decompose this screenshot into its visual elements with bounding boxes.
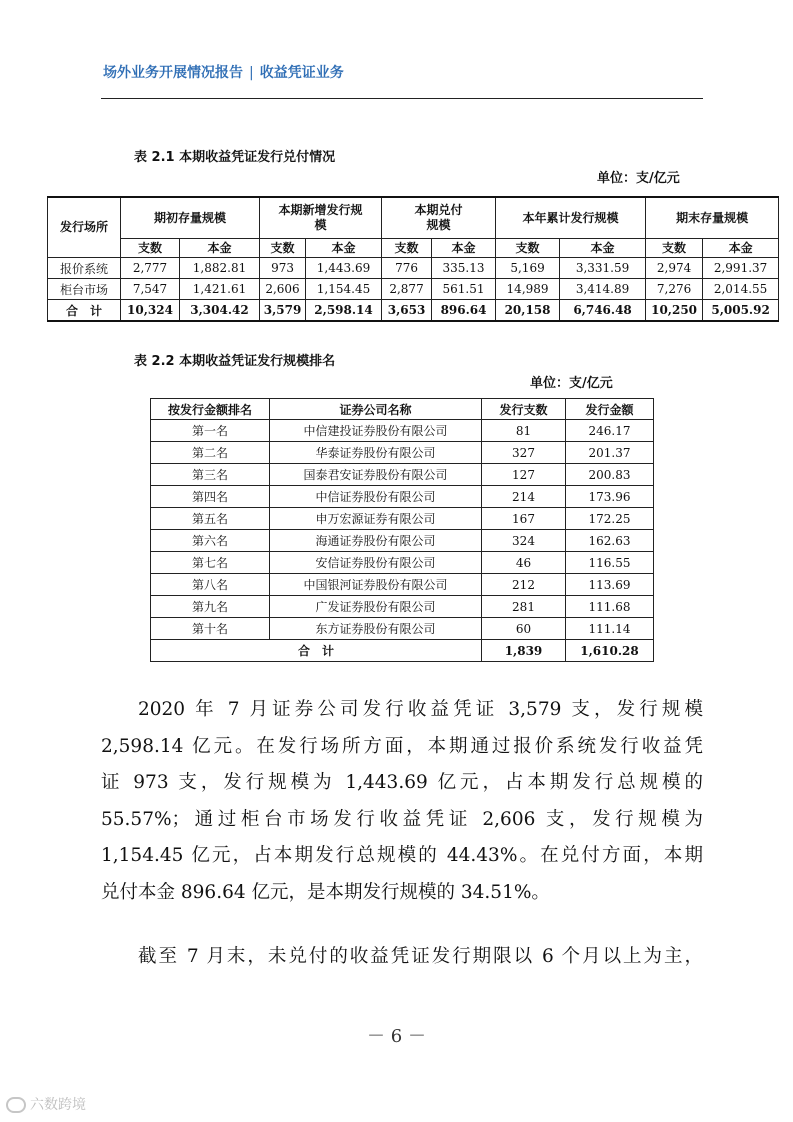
watermark-logo-icon: [6, 1097, 26, 1113]
amount-cell: 111.68: [566, 596, 654, 618]
value-cell: 6,746.48: [560, 300, 646, 322]
text-line: 证 973 支，发行规模为 1,443.69 亿元，占本期发行总规模的: [101, 772, 703, 793]
table-row: [151, 574, 654, 596]
value-cell: 5,005.92: [703, 300, 779, 322]
text-line: 1,154.45 亿元，占本期发行总规模的 44.43%。在兑付方面，本期: [101, 845, 703, 866]
table-row: [151, 486, 654, 508]
value-cell: 561.51: [432, 279, 496, 300]
table-row: [151, 508, 654, 530]
rank-cell: 第四名: [151, 486, 270, 508]
total-row: [48, 300, 779, 322]
company-cell: 国泰君安证券股份有限公司: [270, 464, 482, 486]
value-cell: 3,653: [382, 300, 432, 322]
count-cell: 324: [482, 530, 566, 552]
sub-header-principal: 本金: [180, 239, 260, 258]
value-cell: 973: [260, 258, 306, 279]
rank-cell: 第五名: [151, 508, 270, 530]
total-label: 合 计: [151, 640, 482, 662]
text-line: 55.57%；通过柜台市场发行收益凭证 2,606 支，发行规模为: [101, 808, 703, 830]
count-cell: 46: [482, 552, 566, 574]
company-cell: 中信建投证券股份有限公司: [270, 420, 482, 442]
table-row: [151, 442, 654, 464]
value-cell: 776: [382, 258, 432, 279]
rank-cell: 第六名: [151, 530, 270, 552]
table-row: [151, 530, 654, 552]
amount-cell: 172.25: [566, 508, 654, 530]
sub-header-principal: 本金: [703, 239, 779, 258]
table1-caption: 表 2.1 本期收益凭证发行兑付情况: [134, 150, 336, 165]
count-cell: 214: [482, 486, 566, 508]
group-header-closing: 期末存量规模: [646, 197, 779, 239]
value-cell: 7,276: [646, 279, 703, 300]
amount-cell: 246.17: [566, 420, 654, 442]
table1-unit: 单位：支/亿元: [597, 171, 680, 186]
value-cell: 2,777: [121, 258, 180, 279]
col-rank-header: 按发行金额排名: [151, 399, 270, 420]
total-label: 合 计: [48, 300, 121, 322]
amount-cell: 111.14: [566, 618, 654, 640]
group-header-new-issuance: 本期新增发行规模: [260, 197, 382, 239]
sub-header-count: 支数: [121, 239, 180, 258]
value-cell: 335.13: [432, 258, 496, 279]
count-cell: 60: [482, 618, 566, 640]
total-count: 1,839: [482, 640, 566, 662]
col-count-header: 发行支数: [482, 399, 566, 420]
count-cell: 167: [482, 508, 566, 530]
value-cell: 1,421.61: [180, 279, 260, 300]
count-cell: 212: [482, 574, 566, 596]
sub-header-count: 支数: [646, 239, 703, 258]
rank-cell: 第二名: [151, 442, 270, 464]
value-cell: 10,324: [121, 300, 180, 322]
sub-header-principal: 本金: [432, 239, 496, 258]
table-row: [48, 258, 779, 279]
company-cell: 中国银河证券股份有限公司: [270, 574, 482, 596]
issuance-redemption-table: [47, 196, 779, 322]
group-header-opening: 期初存量规模: [121, 197, 260, 239]
group-header-redemption: 本期兑付规模: [382, 197, 496, 239]
value-cell: 3,331.59: [560, 258, 646, 279]
company-cell: 申万宏源证券有限公司: [270, 508, 482, 530]
rank-cell: 第十名: [151, 618, 270, 640]
company-cell: 广发证券股份有限公司: [270, 596, 482, 618]
header-title: [103, 62, 344, 82]
value-cell: 7,547: [121, 279, 180, 300]
value-cell: 2,606: [260, 279, 306, 300]
value-cell: 2,014.55: [703, 279, 779, 300]
table-row: [151, 596, 654, 618]
table2-caption: 表 2.2 本期收益凭证发行规模排名: [134, 354, 336, 369]
rank-cell: 第七名: [151, 552, 270, 574]
table-row: [151, 618, 654, 640]
sub-header-count: 支数: [260, 239, 306, 258]
sub-header-count: 支数: [382, 239, 432, 258]
rank-cell: 第一名: [151, 420, 270, 442]
page-number: － 6 －: [367, 1026, 426, 1047]
header-report-name: 场外业务开展情况报告: [103, 65, 243, 81]
rank-cell: 第三名: [151, 464, 270, 486]
amount-cell: 201.37: [566, 442, 654, 464]
value-cell: 1,882.81: [180, 258, 260, 279]
company-cell: 中信证券股份有限公司: [270, 486, 482, 508]
text-line: 2,598.14 亿元。在发行场所方面，本期通过报价系统发行收益凭: [101, 735, 703, 757]
value-cell: 14,989: [496, 279, 560, 300]
col-venue-header: 发行场所: [48, 197, 121, 258]
watermark-text: 六数跨境: [30, 1097, 86, 1113]
count-cell: 281: [482, 596, 566, 618]
header-section-name: 收益凭证业务: [259, 65, 344, 81]
sub-header-count: 支数: [496, 239, 560, 258]
body-paragraph-1: [101, 692, 703, 911]
company-cell: 华泰证券股份有限公司: [270, 442, 482, 464]
amount-cell: 173.96: [566, 486, 654, 508]
sub-header-principal: 本金: [560, 239, 646, 258]
amount-cell: 162.63: [566, 530, 654, 552]
venue-cell: 柜台市场: [48, 279, 121, 300]
group-header-ytd-issuance: 本年累计发行规模: [496, 197, 646, 239]
value-cell: 3,304.42: [180, 300, 260, 322]
company-cell: 东方证券股份有限公司: [270, 618, 482, 640]
company-cell: 海通证券股份有限公司: [270, 530, 482, 552]
value-cell: 896.64: [432, 300, 496, 322]
amount-cell: 113.69: [566, 574, 654, 596]
venue-cell: 报价系统: [48, 258, 121, 279]
table-row: [151, 464, 654, 486]
company-cell: 安信证券股份有限公司: [270, 552, 482, 574]
text-line: 2020 年 7 月证券公司发行收益凭证 3,579 支，发行规模: [138, 699, 703, 720]
issuance-ranking-table: [150, 398, 654, 662]
value-cell: 2,974: [646, 258, 703, 279]
table-row: [151, 552, 654, 574]
watermark: [6, 1094, 86, 1114]
table2-unit: 单位：支/亿元: [530, 376, 613, 391]
amount-cell: 116.55: [566, 552, 654, 574]
value-cell: 20,158: [496, 300, 560, 322]
count-cell: 327: [482, 442, 566, 464]
value-cell: 1,443.69: [306, 258, 382, 279]
count-cell: 127: [482, 464, 566, 486]
rank-cell: 第九名: [151, 596, 270, 618]
table-row: [151, 420, 654, 442]
total-row: [151, 640, 654, 662]
total-amount: 1,610.28: [566, 640, 654, 662]
col-amount-header: 发行金额: [566, 399, 654, 420]
page-header: [101, 58, 703, 99]
value-cell: 2,991.37: [703, 258, 779, 279]
body-paragraph-2: 截至 7 月末，未兑付的收益凭证发行期限以 6 个月以上为主，: [138, 946, 703, 967]
value-cell: 2,877: [382, 279, 432, 300]
rank-cell: 第八名: [151, 574, 270, 596]
table-row: [48, 279, 779, 300]
value-cell: 5,169: [496, 258, 560, 279]
text-line: 兑付本金 896.64 亿元，是本期发行规模的 34.51%。: [101, 881, 550, 903]
value-cell: 10,250: [646, 300, 703, 322]
col-company-header: 证券公司名称: [270, 399, 482, 420]
value-cell: 3,414.89: [560, 279, 646, 300]
value-cell: 2,598.14: [306, 300, 382, 322]
value-cell: 1,154.45: [306, 279, 382, 300]
sub-header-principal: 本金: [306, 239, 382, 258]
value-cell: 3,579: [260, 300, 306, 322]
amount-cell: 200.83: [566, 464, 654, 486]
header-separator: |: [249, 65, 254, 81]
count-cell: 81: [482, 420, 566, 442]
